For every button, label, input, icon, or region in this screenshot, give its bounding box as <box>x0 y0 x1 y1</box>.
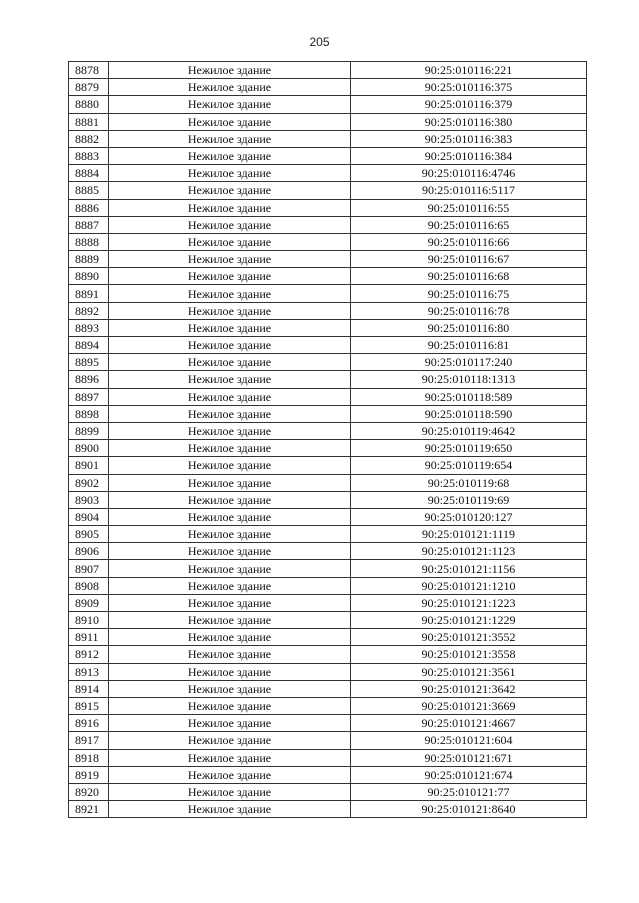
cadastral-number-cell: 90:25:010121:674 <box>351 766 587 783</box>
object-type-cell: Нежилое здание <box>109 285 351 302</box>
cadastral-number-cell: 90:25:010116:383 <box>351 130 587 147</box>
row-number-cell: 8884 <box>69 165 109 182</box>
row-number-cell: 8883 <box>69 147 109 164</box>
table-row <box>69 337 587 354</box>
row-number-cell: 8879 <box>69 79 109 96</box>
row-number-cell: 8882 <box>69 130 109 147</box>
object-type-cell: Нежилое здание <box>109 113 351 130</box>
row-number-cell: 8888 <box>69 233 109 250</box>
cadastral-number-cell: 90:25:010116:379 <box>351 96 587 113</box>
table-row <box>69 371 587 388</box>
cadastral-number-cell: 90:25:010119:4642 <box>351 422 587 439</box>
row-number-cell: 8917 <box>69 732 109 749</box>
table-row <box>69 801 587 818</box>
table-row <box>69 233 587 250</box>
table-body <box>69 62 587 818</box>
cadastral-number-cell: 90:25:010116:81 <box>351 337 587 354</box>
object-type-cell: Нежилое здание <box>109 165 351 182</box>
row-number-cell: 8904 <box>69 508 109 525</box>
object-type-cell: Нежилое здание <box>109 251 351 268</box>
table-row <box>69 680 587 697</box>
table-row <box>69 354 587 371</box>
object-type-cell: Нежилое здание <box>109 440 351 457</box>
object-type-cell: Нежилое здание <box>109 491 351 508</box>
row-number-cell: 8910 <box>69 612 109 629</box>
table-row <box>69 62 587 79</box>
object-type-cell: Нежилое здание <box>109 715 351 732</box>
table-row <box>69 697 587 714</box>
cadastral-number-cell: 90:25:010121:4667 <box>351 715 587 732</box>
cadastral-number-cell: 90:25:010121:671 <box>351 749 587 766</box>
table-row <box>69 474 587 491</box>
row-number-cell: 8920 <box>69 783 109 800</box>
object-type-cell: Нежилое здание <box>109 577 351 594</box>
object-type-cell: Нежилое здание <box>109 371 351 388</box>
cadastral-number-cell: 90:25:010121:3561 <box>351 663 587 680</box>
cadastral-number-cell: 90:25:010121:3558 <box>351 646 587 663</box>
cadastral-number-cell: 90:25:010119:650 <box>351 440 587 457</box>
table-row <box>69 130 587 147</box>
object-type-cell: Нежилое здание <box>109 474 351 491</box>
cadastral-number-cell: 90:25:010116:68 <box>351 268 587 285</box>
row-number-cell: 8908 <box>69 577 109 594</box>
row-number-cell: 8912 <box>69 646 109 663</box>
table-row <box>69 182 587 199</box>
table-row <box>69 783 587 800</box>
cadastral-number-cell: 90:25:010117:240 <box>351 354 587 371</box>
table-row <box>69 199 587 216</box>
row-number-cell: 8881 <box>69 113 109 130</box>
row-number-cell: 8892 <box>69 302 109 319</box>
object-type-cell: Нежилое здание <box>109 233 351 250</box>
table-row <box>69 491 587 508</box>
row-number-cell: 8907 <box>69 560 109 577</box>
row-number-cell: 8887 <box>69 216 109 233</box>
object-type-cell: Нежилое здание <box>109 560 351 577</box>
table-row <box>69 79 587 96</box>
cadastral-number-cell: 90:25:010121:1123 <box>351 543 587 560</box>
table-row <box>69 594 587 611</box>
row-number-cell: 8901 <box>69 457 109 474</box>
object-type-cell: Нежилое здание <box>109 268 351 285</box>
row-number-cell: 8896 <box>69 371 109 388</box>
row-number-cell: 8915 <box>69 697 109 714</box>
cadastral-number-cell: 90:25:010118:590 <box>351 405 587 422</box>
table-row <box>69 543 587 560</box>
cadastral-number-cell: 90:25:010121:77 <box>351 783 587 800</box>
cadastral-number-cell: 90:25:010118:589 <box>351 388 587 405</box>
object-type-cell: Нежилое здание <box>109 405 351 422</box>
row-number-cell: 8894 <box>69 337 109 354</box>
cadastral-number-cell: 90:25:010121:604 <box>351 732 587 749</box>
table-row <box>69 577 587 594</box>
cadastral-number-cell: 90:25:010120:127 <box>351 508 587 525</box>
row-number-cell: 8918 <box>69 749 109 766</box>
table-row <box>69 96 587 113</box>
row-number-cell: 8916 <box>69 715 109 732</box>
cadastral-number-cell: 90:25:010116:67 <box>351 251 587 268</box>
row-number-cell: 8899 <box>69 422 109 439</box>
row-number-cell: 8890 <box>69 268 109 285</box>
object-type-cell: Нежилое здание <box>109 732 351 749</box>
row-number-cell: 8885 <box>69 182 109 199</box>
table-row <box>69 319 587 336</box>
cadastral-number-cell: 90:25:010121:1210 <box>351 577 587 594</box>
row-number-cell: 8878 <box>69 62 109 79</box>
table-row <box>69 440 587 457</box>
object-type-cell: Нежилое здание <box>109 354 351 371</box>
table-row <box>69 526 587 543</box>
table-row <box>69 113 587 130</box>
object-type-cell: Нежилое здание <box>109 147 351 164</box>
object-type-cell: Нежилое здание <box>109 783 351 800</box>
table-row <box>69 715 587 732</box>
row-number-cell: 8911 <box>69 629 109 646</box>
table-row <box>69 388 587 405</box>
row-number-cell: 8900 <box>69 440 109 457</box>
cadastral-number-cell: 90:25:010116:80 <box>351 319 587 336</box>
object-type-cell: Нежилое здание <box>109 508 351 525</box>
row-number-cell: 8914 <box>69 680 109 697</box>
cadastral-number-cell: 90:25:010121:1229 <box>351 612 587 629</box>
cadastral-number-cell: 90:25:010119:69 <box>351 491 587 508</box>
object-type-cell: Нежилое здание <box>109 697 351 714</box>
table-row <box>69 612 587 629</box>
table-row <box>69 147 587 164</box>
object-type-cell: Нежилое здание <box>109 526 351 543</box>
table-row <box>69 663 587 680</box>
object-type-cell: Нежилое здание <box>109 594 351 611</box>
object-type-cell: Нежилое здание <box>109 182 351 199</box>
object-type-cell: Нежилое здание <box>109 319 351 336</box>
cadastral-number-cell: 90:25:010116:4746 <box>351 165 587 182</box>
table-row <box>69 405 587 422</box>
row-number-cell: 8891 <box>69 285 109 302</box>
row-number-cell: 8898 <box>69 405 109 422</box>
object-type-cell: Нежилое здание <box>109 302 351 319</box>
object-type-cell: Нежилое здание <box>109 663 351 680</box>
table-row <box>69 268 587 285</box>
row-number-cell: 8906 <box>69 543 109 560</box>
object-type-cell: Нежилое здание <box>109 749 351 766</box>
cadastral-number-cell: 90:25:010121:3552 <box>351 629 587 646</box>
object-type-cell: Нежилое здание <box>109 79 351 96</box>
table-row <box>69 457 587 474</box>
object-type-cell: Нежилое здание <box>109 388 351 405</box>
row-number-cell: 8905 <box>69 526 109 543</box>
table-row <box>69 165 587 182</box>
object-type-cell: Нежилое здание <box>109 646 351 663</box>
object-type-cell: Нежилое здание <box>109 629 351 646</box>
table-row <box>69 508 587 525</box>
object-type-cell: Нежилое здание <box>109 801 351 818</box>
row-number-cell: 8902 <box>69 474 109 491</box>
table-row <box>69 732 587 749</box>
cadastral-number-cell: 90:25:010121:1156 <box>351 560 587 577</box>
object-type-cell: Нежилое здание <box>109 766 351 783</box>
object-type-cell: Нежилое здание <box>109 612 351 629</box>
cadastral-number-cell: 90:25:010116:375 <box>351 79 587 96</box>
table-row <box>69 749 587 766</box>
cadastral-number-cell: 90:25:010116:384 <box>351 147 587 164</box>
table-row <box>69 302 587 319</box>
row-number-cell: 8919 <box>69 766 109 783</box>
object-type-cell: Нежилое здание <box>109 96 351 113</box>
cadastral-number-cell: 90:25:010121:3669 <box>351 697 587 714</box>
table-row <box>69 646 587 663</box>
object-type-cell: Нежилое здание <box>109 62 351 79</box>
cadastral-number-cell: 90:25:010116:65 <box>351 216 587 233</box>
cadastral-number-cell: 90:25:010121:1119 <box>351 526 587 543</box>
table-row <box>69 422 587 439</box>
row-number-cell: 8886 <box>69 199 109 216</box>
page-number: 205 <box>309 35 330 49</box>
cadastral-number-cell: 90:25:010116:221 <box>351 62 587 79</box>
row-number-cell: 8880 <box>69 96 109 113</box>
object-type-cell: Нежилое здание <box>109 422 351 439</box>
object-type-cell: Нежилое здание <box>109 543 351 560</box>
cadastral-number-cell: 90:25:010116:66 <box>351 233 587 250</box>
table-row <box>69 216 587 233</box>
property-table <box>68 61 587 818</box>
table-row <box>69 251 587 268</box>
cadastral-number-cell: 90:25:010116:380 <box>351 113 587 130</box>
row-number-cell: 8903 <box>69 491 109 508</box>
row-number-cell: 8909 <box>69 594 109 611</box>
cadastral-number-cell: 90:25:010116:55 <box>351 199 587 216</box>
row-number-cell: 8913 <box>69 663 109 680</box>
object-type-cell: Нежилое здание <box>109 130 351 147</box>
row-number-cell: 8895 <box>69 354 109 371</box>
table-row <box>69 560 587 577</box>
cadastral-number-cell: 90:25:010116:78 <box>351 302 587 319</box>
cadastral-number-cell: 90:25:010116:5117 <box>351 182 587 199</box>
row-number-cell: 8897 <box>69 388 109 405</box>
cadastral-number-cell: 90:25:010121:8640 <box>351 801 587 818</box>
object-type-cell: Нежилое здание <box>109 216 351 233</box>
row-number-cell: 8893 <box>69 319 109 336</box>
object-type-cell: Нежилое здание <box>109 337 351 354</box>
object-type-cell: Нежилое здание <box>109 680 351 697</box>
row-number-cell: 8889 <box>69 251 109 268</box>
cadastral-number-cell: 90:25:010121:3642 <box>351 680 587 697</box>
cadastral-number-cell: 90:25:010118:1313 <box>351 371 587 388</box>
object-type-cell: Нежилое здание <box>109 199 351 216</box>
row-number-cell: 8921 <box>69 801 109 818</box>
cadastral-number-cell: 90:25:010116:75 <box>351 285 587 302</box>
cadastral-number-cell: 90:25:010121:1223 <box>351 594 587 611</box>
cadastral-number-cell: 90:25:010119:68 <box>351 474 587 491</box>
table-row <box>69 285 587 302</box>
cadastral-number-cell: 90:25:010119:654 <box>351 457 587 474</box>
object-type-cell: Нежилое здание <box>109 457 351 474</box>
table-row <box>69 766 587 783</box>
table-row <box>69 629 587 646</box>
